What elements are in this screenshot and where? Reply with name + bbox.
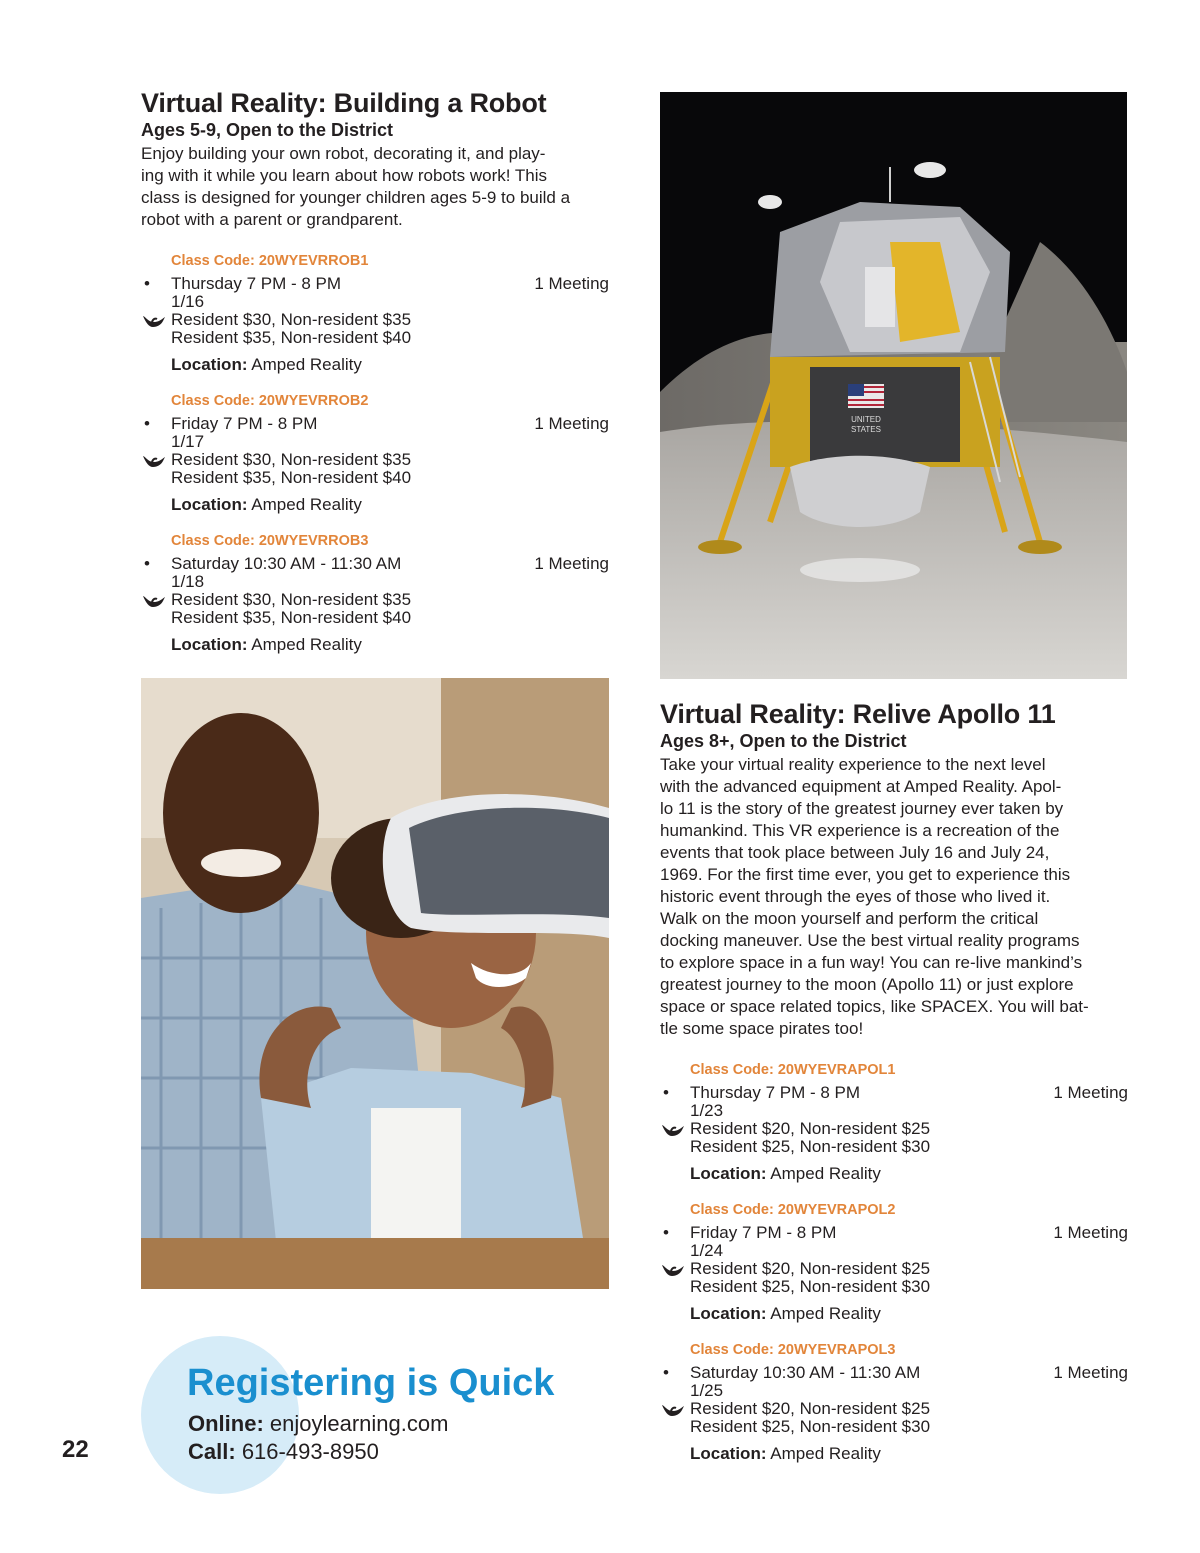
class-code: Class Code: 20WYEVRROB2 [171,393,369,409]
description-line: tle some space pirates too! [660,1019,864,1038]
class-schedule-row [663,1083,1128,1102]
class-listing [663,1200,1128,1324]
description-line: Take your virtual reality experience to the next level [660,755,1046,774]
description-line: Enjoy building your own robot, decorating it, and play- [141,144,546,163]
class-location [171,355,609,375]
lamp-icon [142,453,166,469]
description-line: Walk on the moon yourself and perform the critical [660,909,1039,928]
lamp-icon [661,1402,685,1418]
class-price-row [690,1400,1128,1418]
class-code: Class Code: 20WYEVRROB1 [171,253,369,269]
bullet-icon: • [663,1363,669,1382]
class-code: Class Code: 20WYEVRAPOL2 [690,1202,896,1218]
class-price-2: Resident $25, Non-resident $30 [690,1417,931,1436]
robot-section [141,88,611,655]
class-schedule-row [144,274,609,293]
class-price-2: Resident $25, Non-resident $30 [690,1137,931,1156]
description-line: docking maneuver. Use the best virtual reality programs [660,931,1080,950]
description-line: greatest journey to the moon (Apollo 11) or just explore [660,975,1074,994]
class-listing [144,531,609,655]
class-listing [144,391,609,515]
robot-description [141,143,611,231]
location-label: Location: [690,1164,767,1183]
class-price-2: Resident $35, Non-resident $40 [171,468,412,487]
vr-family-photo [141,678,609,1289]
class-price-1: Resident $30, Non-resident $35 [171,590,412,609]
class-price-1: Resident $20, Non-resident $25 [690,1119,931,1138]
location-value: Amped Reality [770,1444,881,1463]
class-meetings: 1 Meeting [534,274,609,293]
register-title: Registering is Quick [187,1362,555,1404]
class-meetings: 1 Meeting [534,414,609,433]
lunar-module-illustration [660,92,1127,679]
class-price-2: Resident $35, Non-resident $40 [171,608,412,627]
class-schedule-row [144,554,609,573]
robot-ages: Ages 5-9, Open to the District [141,120,394,140]
phone-number[interactable]: 616-493-8950 [241,1439,379,1464]
location-value: Amped Reality [770,1304,881,1323]
lamp-icon [661,1262,685,1278]
location-value: Amped Reality [251,355,362,374]
robot-title: Virtual Reality: Building a Robot [141,88,547,118]
location-value: Amped Reality [251,495,362,514]
class-schedule-row [144,414,609,433]
class-day-time: Thursday 7 PM - 8 PM [171,274,342,293]
location-value: Amped Reality [251,635,362,654]
lunar-module-photo [660,92,1127,679]
class-day-time: Friday 7 PM - 8 PM [690,1223,837,1242]
class-date: 1/23 [690,1101,724,1120]
online-link[interactable]: enjoylearning.com [269,1411,449,1436]
vr-family-illustration [141,678,609,1289]
class-date: 1/24 [690,1241,724,1260]
class-price-1: Resident $30, Non-resident $35 [171,450,412,469]
class-date: 1/17 [171,432,205,451]
class-day-time: Thursday 7 PM - 8 PM [690,1083,861,1102]
bullet-icon: • [144,554,150,573]
class-schedule-row [663,1223,1128,1242]
bullet-icon: • [144,274,150,293]
class-location [690,1164,1128,1184]
class-date: 1/16 [171,292,205,311]
lamp-icon [142,593,166,609]
register-call [188,1438,379,1466]
flag-text-2: STATES [851,425,881,434]
class-price-1: Resident $20, Non-resident $25 [690,1259,931,1278]
apollo-description [660,754,1130,1040]
class-code: Class Code: 20WYEVRAPOL3 [690,1342,896,1358]
class-meetings: 1 Meeting [1053,1083,1128,1102]
class-meetings: 1 Meeting [1053,1363,1128,1382]
class-location [690,1444,1128,1464]
class-schedule-row [663,1363,1128,1382]
description-line: humankind. This VR experience is a recreation of the [660,821,1060,840]
location-value: Amped Reality [770,1164,881,1183]
class-listing [663,1060,1128,1184]
class-price-row [690,1260,1128,1278]
description-line: lo 11 is the story of the greatest journey ever taken by [660,799,1064,818]
apollo-section [660,699,1130,1464]
description-line: class is designed for younger children ages 5-9 to build a [141,188,571,207]
class-price-1: Resident $30, Non-resident $35 [171,310,412,329]
class-day-time: Saturday 10:30 AM - 11:30 AM [690,1363,921,1382]
bullet-icon: • [663,1223,669,1242]
class-code: Class Code: 20WYEVRROB3 [171,533,369,549]
description-line: space or space related topics, like SPACEX. You will bat- [660,997,1089,1016]
location-label: Location: [690,1444,767,1463]
description-line: with the advanced equipment at Amped Reality. Apol- [660,777,1062,796]
class-price-2: Resident $35, Non-resident $40 [171,328,412,347]
location-label: Location: [171,635,248,654]
class-meetings: 1 Meeting [1053,1223,1128,1242]
class-listing [663,1340,1128,1464]
bullet-icon: • [144,414,150,433]
class-price-1: Resident $20, Non-resident $25 [690,1399,931,1418]
apollo-ages: Ages 8+, Open to the District [660,731,907,751]
class-price-row [171,311,609,329]
location-label: Location: [171,355,248,374]
lamp-icon [661,1122,685,1138]
class-price-row [690,1120,1128,1138]
class-day-time: Saturday 10:30 AM - 11:30 AM [171,554,402,573]
class-price-row [171,591,609,609]
class-date: 1/25 [690,1381,724,1400]
online-label: Online: [188,1411,264,1436]
class-price-row [171,451,609,469]
description-line: to explore space in a fun way! You can re-live mankind’s [660,953,1083,972]
class-code: Class Code: 20WYEVRAPOL1 [690,1062,896,1078]
description-line: 1969. For the first time ever, you get to experience this [660,865,1071,884]
class-price-2: Resident $25, Non-resident $30 [690,1277,931,1296]
flag-text-1: UNITED [851,415,881,424]
bullet-icon: • [663,1083,669,1102]
call-label: Call: [188,1439,236,1464]
class-location [171,635,609,655]
class-date: 1/18 [171,572,205,591]
apollo-title: Virtual Reality: Relive Apollo 11 [660,699,1056,729]
description-line: events that took place between July 16 and July 24, [660,843,1050,862]
description-line: robot with a parent or grandparent. [141,210,403,229]
page-number: 22 [62,1436,89,1463]
class-day-time: Friday 7 PM - 8 PM [171,414,318,433]
location-label: Location: [171,495,248,514]
description-line: historic event through the eyes of those who lived it. [660,887,1051,906]
description-line: ing with it while you learn about how robots work! This [141,166,547,185]
class-location [171,495,609,515]
location-label: Location: [690,1304,767,1323]
class-location [690,1304,1128,1324]
lamp-icon [142,313,166,329]
register-online [188,1410,448,1438]
class-meetings: 1 Meeting [534,554,609,573]
class-listing [144,251,609,375]
